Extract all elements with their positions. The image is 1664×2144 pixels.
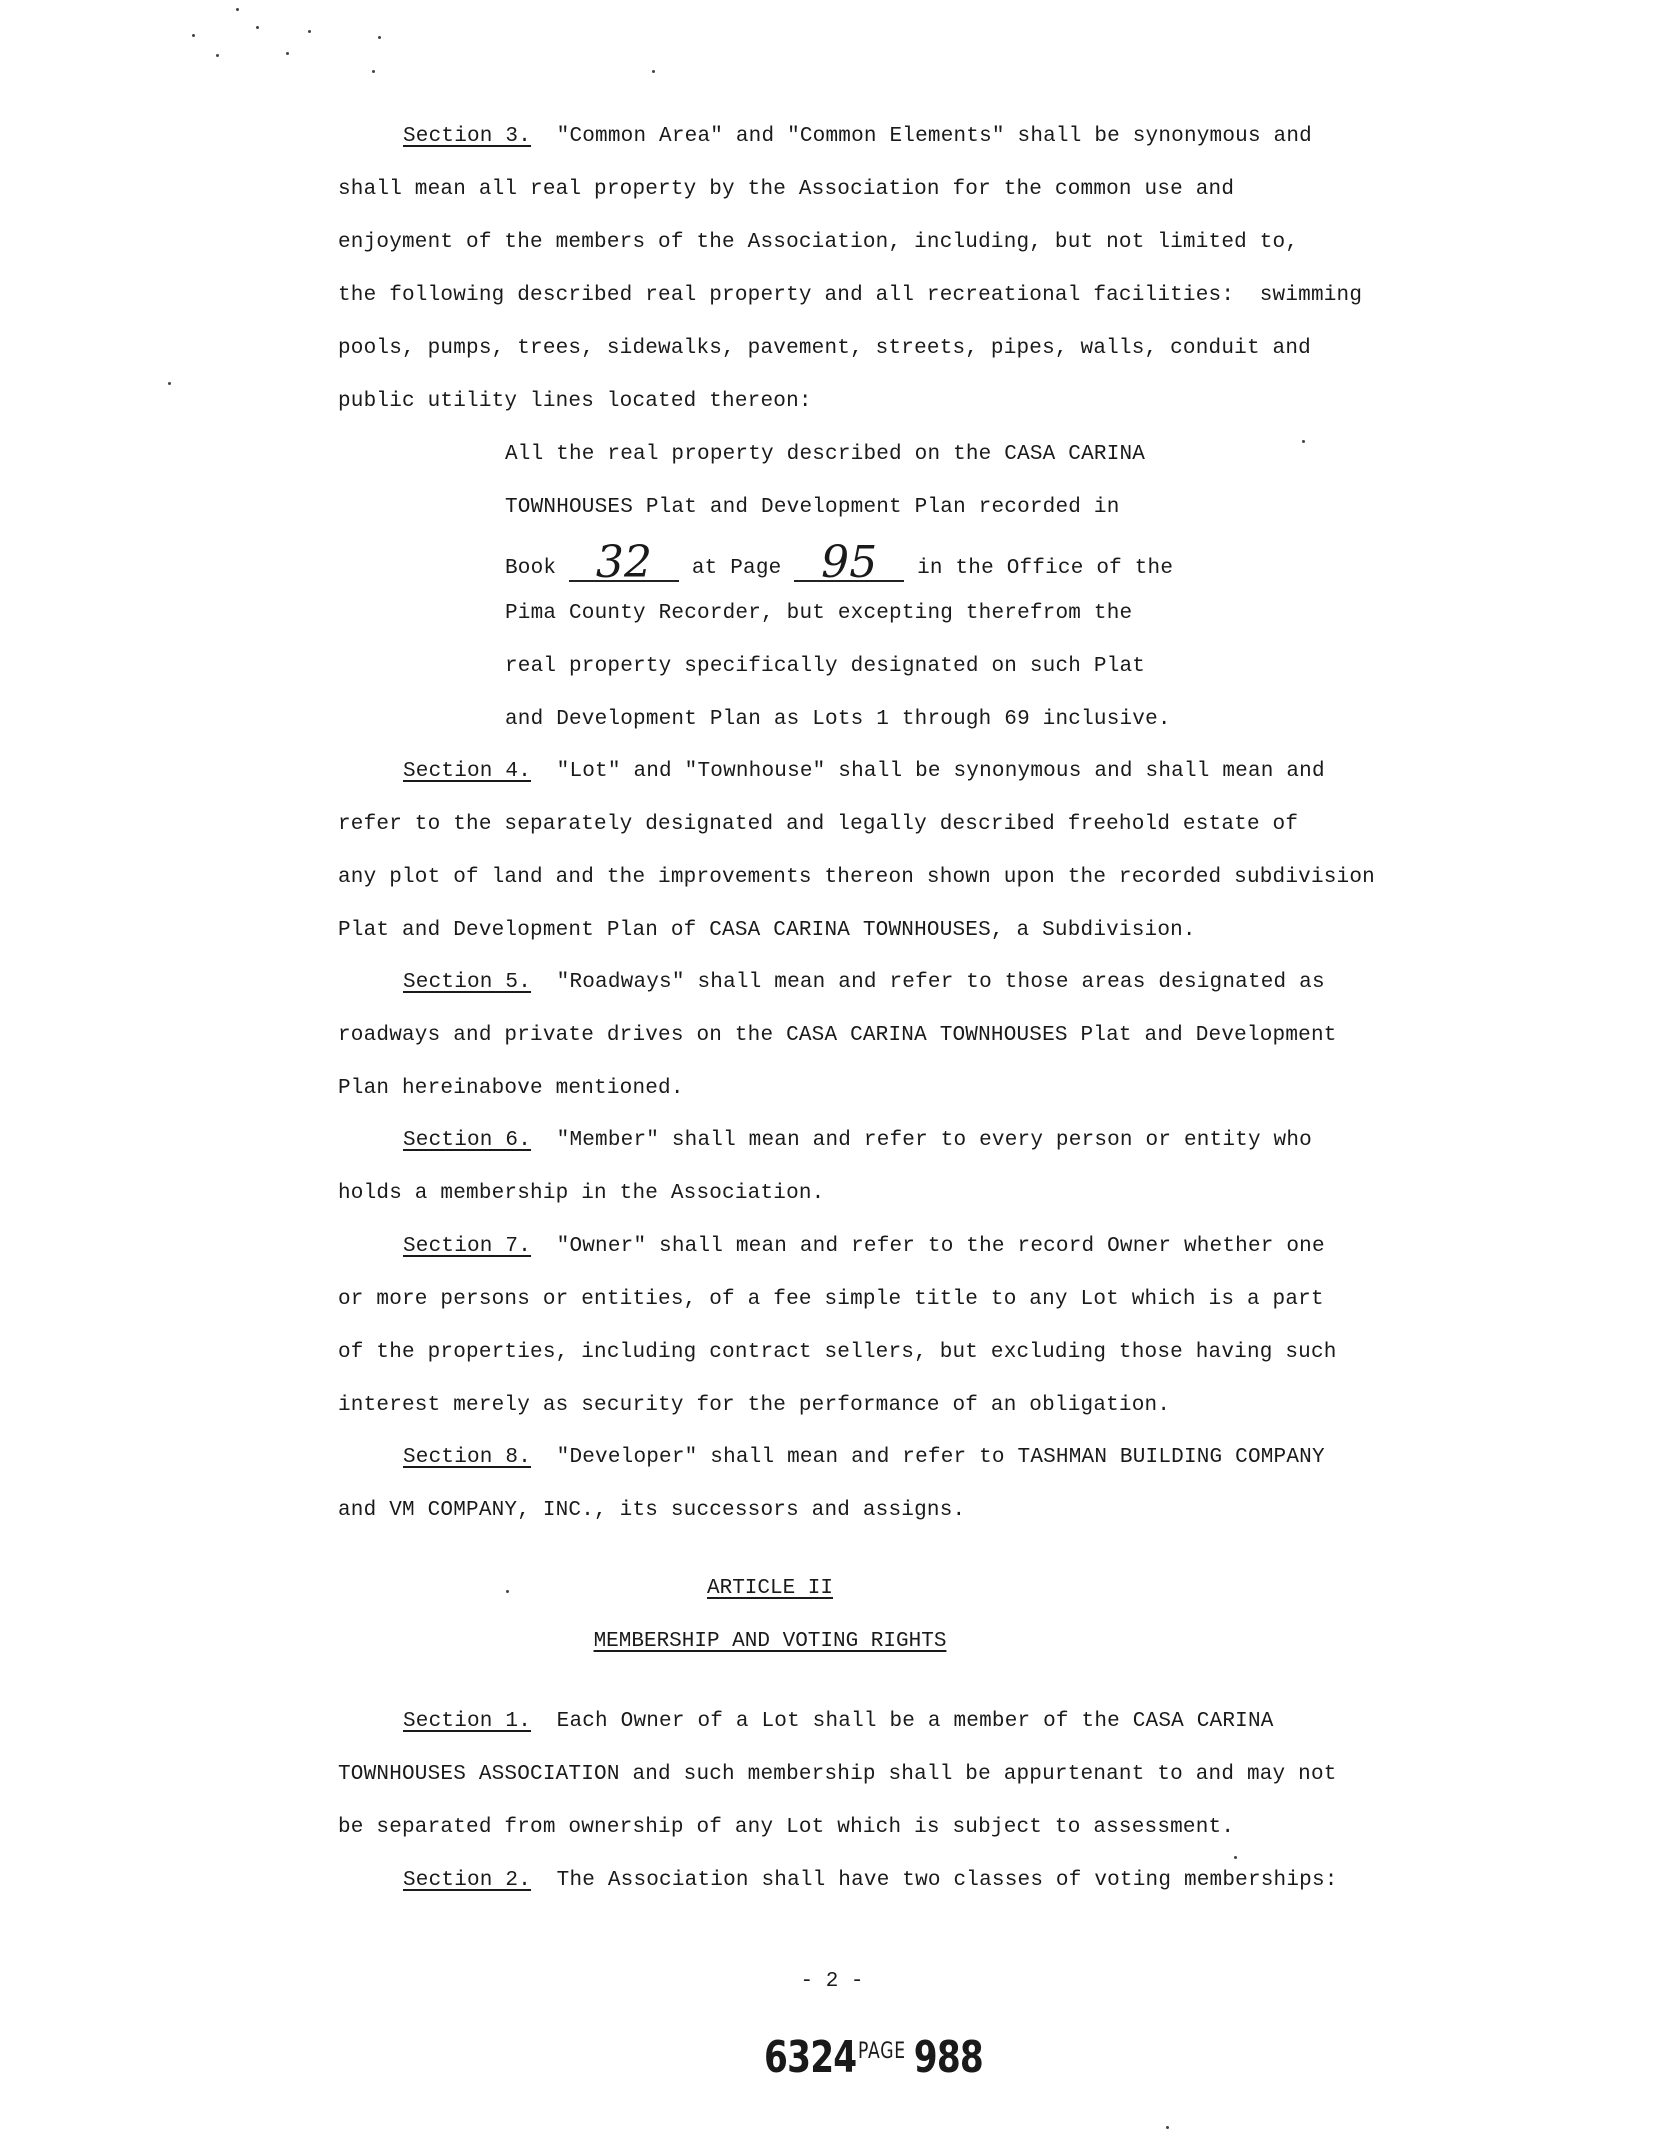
section-3-line-6: public utility lines located thereon: [338,390,812,413]
scan-speck [378,36,381,39]
property-description-line-3 [505,537,1174,588]
article-subtitle-text: MEMBERSHIP AND VOTING RIGHTS [593,1630,947,1653]
handwritten-book-number: 32 [569,546,679,582]
section-5-line-1 [403,970,1325,996]
scan-speck [308,30,311,33]
property-description-line-2: TOWNHOUSES Plat and Development Plan recorded in [505,496,1120,519]
section-7-text: "Owner" shall mean and refer to the record Owner whether one [556,1235,1325,1258]
section-4-line-4: Plat and Development Plan of CASA CARINA TOWNHOUSES, a Subdivision. [338,919,1196,942]
book-suffix: in the Office of the [917,557,1174,580]
scan-speck [652,70,655,73]
scan-speck [372,70,375,73]
section-8-line-2: and VM COMPANY, INC., its successors and assigns. [338,1499,966,1522]
section-6-line-1 [403,1128,1312,1154]
section-7-label: Section 7. [403,1235,532,1258]
page-number: - 2 - [800,1970,864,1993]
section-6-line-2: holds a membership in the Association. [338,1182,825,1205]
property-description-line-4: Pima County Recorder, but excepting therefrom the [505,602,1133,625]
section-3-text: "Common Area" and "Common Elements" shall be synonymous and [556,125,1312,148]
page-prefix: at Page [691,557,782,580]
section-8-label: Section 8. [403,1446,532,1469]
property-description-line-6: and Development Plan as Lots 1 through 69 inclusive. [505,708,1171,731]
article-section-1-line-2: TOWNHOUSES ASSOCIATION and such membership shall be appurtenant to and may not [338,1763,1337,1786]
section-7-line-2: or more persons or entities, of a fee simple title to any Lot which is a part [338,1288,1324,1311]
article-section-1-label: Section 1. [403,1710,532,1733]
stamp-book-number: 6324 [764,2032,857,2083]
section-7-line-3: of the properties, including contract sellers, but excluding those having such [338,1341,1337,1364]
section-8-text: "Developer" shall mean and refer to TASHMAN BUILDING COMPANY [556,1446,1325,1469]
section-5-text: "Roadways" shall mean and refer to those areas designated as [556,971,1325,994]
article-title-text: ARTICLE II [706,1577,834,1600]
article-section-2-label: Section 2. [403,1869,532,1892]
scan-speck [192,34,195,37]
section-4-label: Section 4. [403,760,532,783]
stamp-page-word: PAGE [857,2039,906,2064]
section-3-line-2: shall mean all real property by the Association for the common use and [338,178,1235,201]
section-6-label: Section 6. [403,1129,532,1152]
section-4-line-3: any plot of land and the improvements thereon shown upon the recorded subdivision [338,866,1375,889]
scan-speck [256,26,259,29]
section-4-line-2: refer to the separately designated and legally described freehold estate of [338,813,1299,836]
section-8-line-1 [403,1445,1325,1471]
section-7-line-1 [403,1234,1325,1260]
section-6-text: "Member" shall mean and refer to every person or entity who [556,1129,1312,1152]
scan-speck [1302,440,1305,443]
section-3-line-5: pools, pumps, trees, sidewalks, pavement, streets, pipes, walls, conduit and [338,337,1311,360]
article-subtitle [0,1629,1540,1655]
recorder-book-page-stamp [764,2032,983,2083]
section-4-line-1 [403,759,1325,785]
section-3-line-1 [403,124,1312,150]
handwritten-page-number: 95 [794,546,904,582]
section-3-line-3: enjoyment of the members of the Association, including, but not limited to, [338,231,1299,254]
stamp-page-number: 988 [913,2032,984,2083]
property-description-line-1: All the real property described on the CASA CARINA [505,443,1146,466]
section-7-line-4: interest merely as security for the performance of an obligation. [338,1394,1171,1417]
section-3-label: Section 3. [403,125,532,148]
section-5-label: Section 5. [403,971,532,994]
scan-speck [286,52,289,55]
book-prefix: Book [505,557,557,580]
scan-speck [216,54,219,57]
section-5-line-2: roadways and private drives on the CASA CARINA TOWNHOUSES Plat and Development [338,1024,1337,1047]
article-title [0,1576,1540,1602]
section-4-text: "Lot" and "Townhouse" shall be synonymous and shall mean and [556,760,1325,783]
property-description-line-5: real property specifically designated on such Plat [505,655,1146,678]
article-section-2-line-1 [403,1868,1338,1894]
scan-speck [1234,1856,1237,1859]
scan-speck [236,8,239,11]
scan-speck [1166,2126,1169,2129]
article-section-2-text: The Association shall have two classes of voting memberships: [556,1869,1338,1892]
article-section-1-line-3: be separated from ownership of any Lot which is subject to assessment. [338,1816,1235,1839]
scan-speck [168,382,171,385]
section-5-line-3: Plan hereinabove mentioned. [338,1077,684,1100]
section-3-line-4: the following described real property and all recreational facilities: swimming [338,284,1363,307]
article-section-1-text: Each Owner of a Lot shall be a member of the CASA CARINA [556,1710,1274,1733]
article-section-1-line-1 [403,1709,1274,1735]
